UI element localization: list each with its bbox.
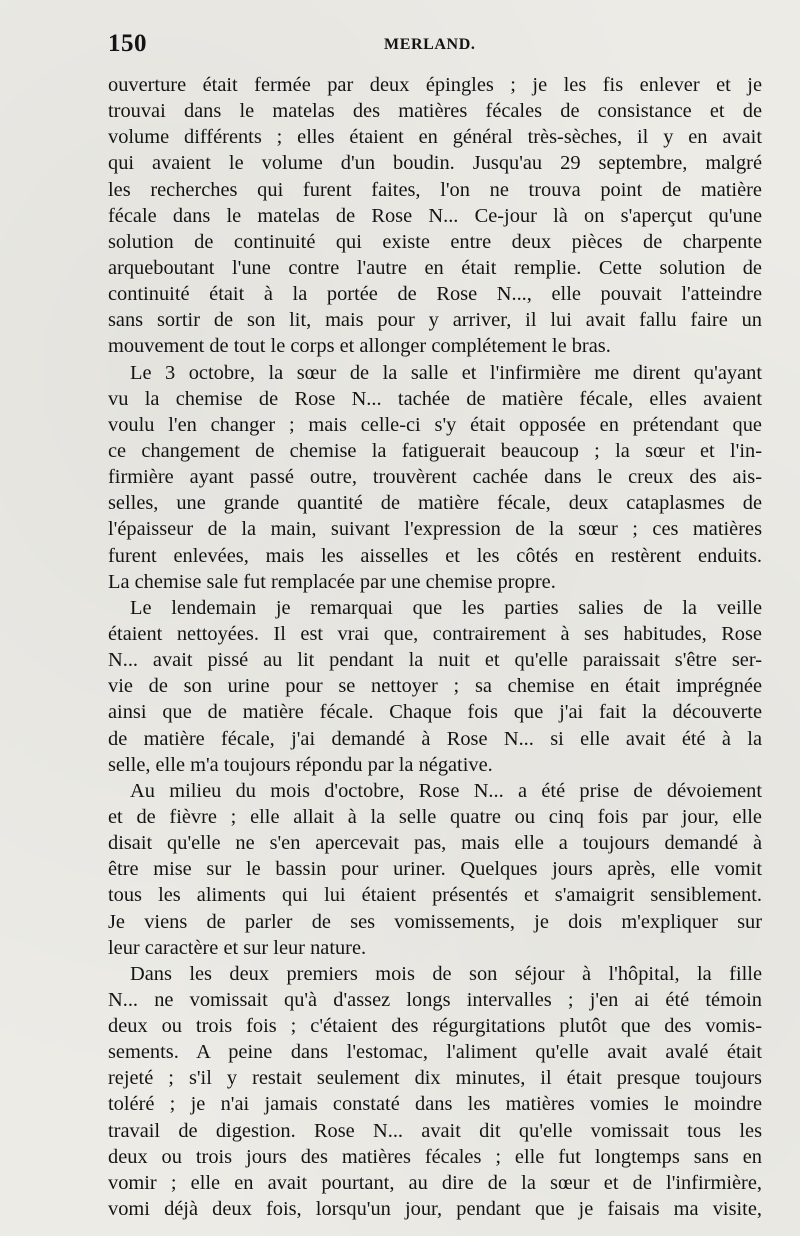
text-line: étaient nettoyées. Il est vrai que, contrairement à ses habitudes, Rose xyxy=(108,622,762,645)
text-line: firmière ayant passé outre, trouvèrent cachée dans le creux des ais- xyxy=(108,466,762,489)
text-line: N... avait pissé au lit pendant la nuit et qu'elle paraissait s'être ser- xyxy=(108,649,762,672)
text-line: ainsi que de matière fécale. Chaque fois que j'ai fait la découverte xyxy=(108,701,762,724)
text-line: deux ou trois fois ; c'étaient des régurgitations plutôt que des vomis- xyxy=(108,1015,762,1038)
text-line: vie de son urine pour se nettoyer ; sa chemise en était imprégnée xyxy=(108,675,762,698)
text-line: tous les aliments qui lui étaient présentés et s'amaigrit sensiblement. xyxy=(108,884,762,907)
text-line: vu la chemise de Rose N... tachée de matière fécale, elles avaient xyxy=(108,387,762,410)
text-line: vomi déjà deux fois, lorsqu'un jour, pendant que je faisais ma visite, xyxy=(108,1198,762,1221)
text-line: leur caractère et sur leur nature. xyxy=(108,936,367,959)
text-line: travail de digestion. Rose N... avait dit qu'elle vomissait tous les xyxy=(108,1119,762,1142)
text-line: qui avaient le volume d'un boudin. Jusqu'au 29 septembre, malgré xyxy=(108,152,762,175)
text-line: disait qu'elle ne s'en apercevait pas, mais elle a toujours demandé à xyxy=(108,832,762,855)
text-line: rejeté ; s'il y restait seulement dix minutes, il était presque toujours xyxy=(108,1067,762,1090)
text-line: solution de continuité qui existe entre deux pièces de charpente xyxy=(108,230,762,253)
text-line: Dans les deux premiers mois de son séjour à l'hôpital, la fille xyxy=(130,962,762,985)
text-line: ce changement de chemise la fatiguerait beaucoup ; la sœur et l'in- xyxy=(108,439,762,462)
text-line: volume différents ; elles étaient en général très-sèches, il y en avait xyxy=(108,126,762,149)
running-header xyxy=(108,30,760,60)
text-line: et de fièvre ; elle allait à la selle quatre ou cinq fois par jour, elle xyxy=(108,805,762,828)
text-line: vomir ; elle en avait pourtant, au dire de la sœur et de l'infirmière, xyxy=(108,1171,762,1194)
page-number: 150 xyxy=(108,30,147,57)
text-line: être mise sur le bassin pour uriner. Quelques jours après, elle vomit xyxy=(108,858,762,881)
text-line: fécale dans le matelas de Rose N... Ce-jour là on s'aperçut qu'une xyxy=(108,204,762,227)
text-line: les recherches qui furent faites, l'on ne trouva point de matière xyxy=(108,178,762,201)
text-line: de matière fécale, j'ai demandé à Rose N... si elle avait été à la xyxy=(108,727,762,750)
text-line: l'épaisseur de la main, suivant l'expression de la sœur ; ces matières xyxy=(108,518,762,541)
text-line: voulu l'en changer ; mais celle-ci s'y était opposée en prétendant que xyxy=(108,413,762,436)
text-line: arqueboutant l'une contre l'autre en était remplie. Cette solution de xyxy=(108,256,762,279)
text-line: mouvement de tout le corps et allonger complétement le bras. xyxy=(108,335,611,358)
running-title: MERLAND. xyxy=(384,36,476,53)
text-line: Le 3 octobre, la sœur de la salle et l'infirmière me dirent qu'ayant xyxy=(130,361,762,384)
text-line: toléré ; je n'ai jamais constaté dans les matières vomies le moindre xyxy=(108,1093,762,1116)
text-line: N... ne vomissait qu'à d'assez longs intervalles ; j'en ai été témoin xyxy=(108,988,762,1011)
body-text xyxy=(108,72,762,1222)
text-line: La chemise sale fut remplacée par une chemise propre. xyxy=(108,570,556,593)
text-line: Je viens de parler de ses vomissements, je dois m'expliquer sur xyxy=(108,910,762,933)
text-line: selles, une grande quantité de matière fécale, deux cataplasmes de xyxy=(108,492,762,515)
text-line: furent enlevées, mais les aisselles et les côtés en restèrent enduits. xyxy=(108,544,762,567)
text-line: ouverture était fermée par deux épingles ; je les fis enlever et je xyxy=(108,74,762,96)
text-line: continuité était à la portée de Rose N..., elle pouvait l'atteindre xyxy=(108,283,762,306)
text-line: Au milieu du mois d'octobre, Rose N... a été prise de dévoiement xyxy=(130,779,762,802)
text-line: sans sortir de son lit, mais pour y arriver, il lui avait fallu faire un xyxy=(108,309,762,332)
text-line: selle, elle m'a toujours répondu par la négative. xyxy=(108,753,493,776)
text-line: Le lendemain je remarquai que les parties salies de la veille xyxy=(130,596,762,619)
text-line: deux ou trois jours des matières fécales ; elle fut longtemps sans en xyxy=(108,1145,762,1168)
text-line: sements. A peine dans l'estomac, l'aliment qu'elle avait avalé était xyxy=(108,1041,762,1064)
text-line: trouvai dans le matelas des matières fécales de consistance et de xyxy=(108,100,762,123)
